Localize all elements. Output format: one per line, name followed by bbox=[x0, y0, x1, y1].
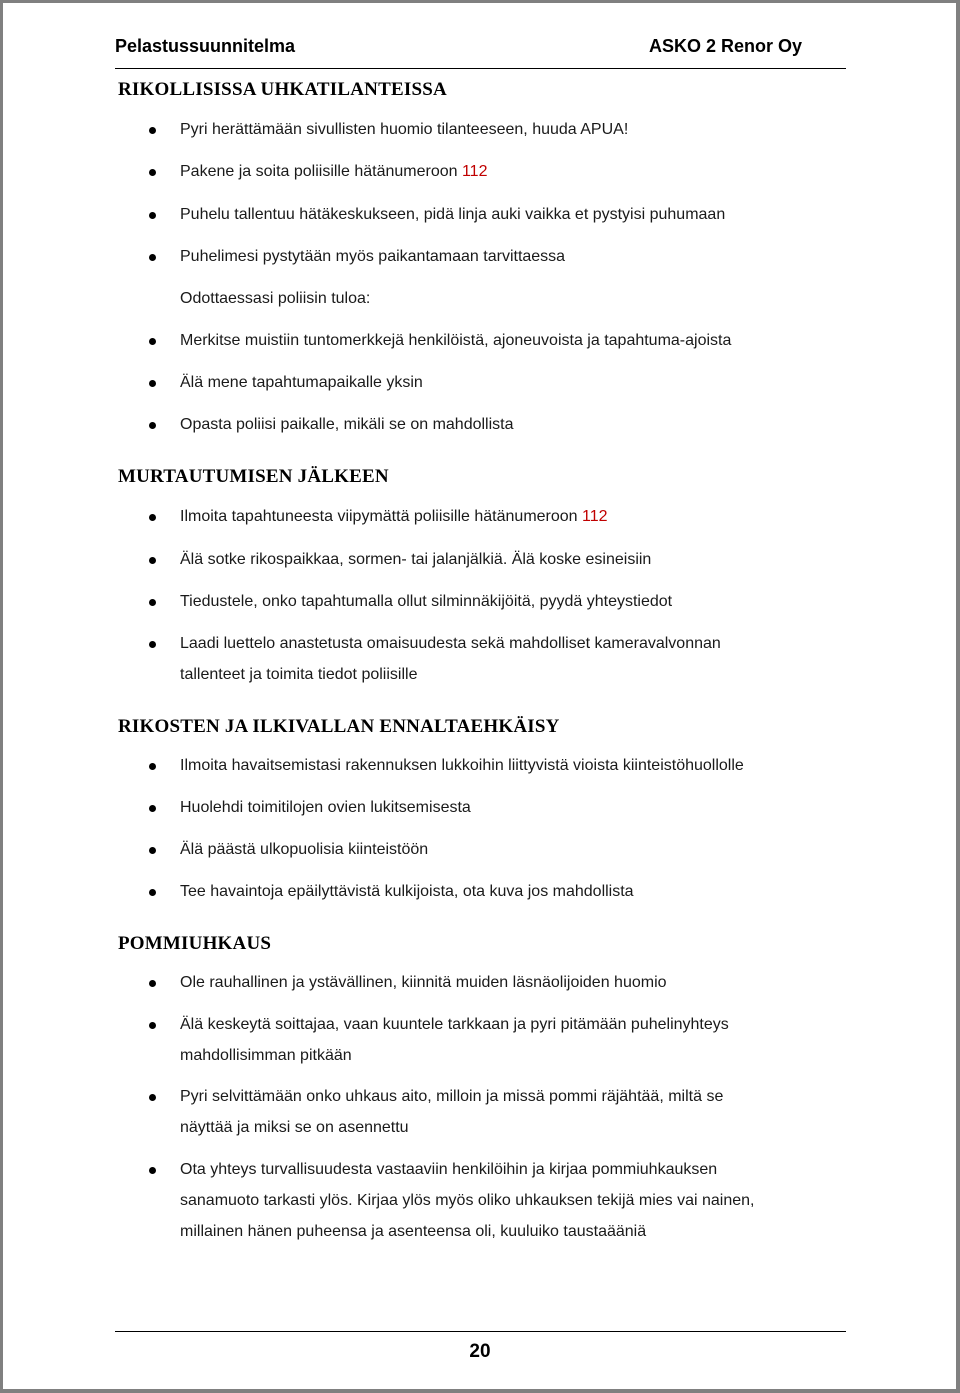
list-item-continuation: näyttää ja miksi se on asennettu bbox=[180, 1119, 409, 1136]
footer-divider bbox=[115, 1331, 846, 1332]
bullet-icon bbox=[149, 254, 156, 261]
page-header bbox=[115, 36, 846, 69]
list-item: Opasta poliisi paikalle, mikäli se on mahdollista bbox=[180, 416, 514, 433]
bullet-icon bbox=[149, 980, 156, 987]
bullet-icon bbox=[149, 599, 156, 606]
bullet-icon bbox=[149, 127, 156, 134]
list-item-continuation: mahdollisimman pitkään bbox=[180, 1047, 352, 1064]
section-heading-after-burglary: MURTAUTUMISEN JÄLKEEN bbox=[118, 466, 389, 487]
bullet-icon bbox=[149, 1167, 156, 1174]
list-item: Huolehdi toimitilojen ovien lukitsemisesta bbox=[180, 799, 471, 816]
bullet-icon bbox=[149, 380, 156, 387]
bullet-icon bbox=[149, 338, 156, 345]
list-item bbox=[180, 501, 820, 532]
bullet-icon bbox=[149, 889, 156, 896]
bullet-icon bbox=[149, 514, 156, 521]
bullet-icon bbox=[149, 169, 156, 176]
list-item-text: Pakene ja soita poliisille hätänumeroon bbox=[180, 163, 458, 180]
list-item: Ilmoita havaitsemistasi rakennuksen lukkoihin liittyvistä vioista kiinteistöhuollolle bbox=[180, 757, 744, 774]
list-item: Älä keskeytä soittajaa, vaan kuuntele tarkkaan ja pyri pitämään puhelinyhteys bbox=[180, 1016, 729, 1033]
list-item: Laadi luettelo anastetusta omaisuudesta sekä mahdolliset kameravalvonnan bbox=[180, 635, 721, 652]
section-heading-bomb-threat: POMMIUHKAUS bbox=[118, 933, 272, 954]
list-item-continuation: sanamuoto tarkasti ylös. Kirjaa ylös myös oliko uhkauksen tekijä mies vai nainen, bbox=[180, 1192, 755, 1209]
emergency-number: 112 bbox=[582, 508, 608, 525]
list-item: Ole rauhallinen ja ystävällinen, kiinnitä muiden läsnäolijoiden huomio bbox=[180, 974, 667, 991]
list-item: Tee havaintoja epäilyttävistä kulkijoista, ota kuva jos mahdollista bbox=[180, 883, 634, 900]
list-item-text: Ilmoita tapahtuneesta viipymättä poliisille hätänumeroon bbox=[180, 508, 578, 525]
page-number: 20 bbox=[469, 1341, 491, 1362]
bullet-icon bbox=[149, 422, 156, 429]
bullet-icon bbox=[149, 212, 156, 219]
list-item: Pyri herättämään sivullisten huomio tilanteeseen, huuda APUA! bbox=[180, 121, 629, 138]
list-item: Merkitse muistiin tuntomerkkejä henkilöistä, ajoneuvoista ja tapahtuma-ajoista bbox=[180, 332, 732, 349]
bullet-icon bbox=[149, 641, 156, 648]
list-item: Puhelu tallentuu hätäkeskukseen, pidä linja auki vaikka et pystyisi puhumaan bbox=[180, 206, 726, 223]
bullet-icon bbox=[149, 1094, 156, 1101]
bullet-icon bbox=[149, 805, 156, 812]
list-subheading: Odottaessasi poliisin tuloa: bbox=[180, 290, 371, 307]
list-item bbox=[180, 156, 820, 187]
list-item: Tiedustele, onko tapahtumalla ollut silminnäkijöitä, pyydä yhteystiedot bbox=[180, 593, 673, 610]
list-item: Ota yhteys turvallisuudesta vastaaviin henkilöihin ja kirjaa pommiuhkauksen bbox=[180, 1161, 718, 1178]
list-item: Puhelimesi pystytään myös paikantamaan tarvittaessa bbox=[180, 248, 566, 265]
bullet-icon bbox=[149, 557, 156, 564]
section-heading-criminal-threats: RIKOLLISISSA UHKATILANTEISSA bbox=[118, 79, 447, 100]
list-item: Älä päästä ulkopuolisia kiinteistöön bbox=[180, 841, 429, 858]
bullet-icon bbox=[149, 763, 156, 770]
list-item: Pyri selvittämään onko uhkaus aito, milloin ja missä pommi räjähtää, miltä se bbox=[180, 1088, 724, 1105]
header-company-name: ASKO 2 Renor Oy bbox=[648, 36, 802, 56]
bullet-icon bbox=[149, 847, 156, 854]
list-item-continuation: tallenteet ja toimita tiedot poliisille bbox=[180, 666, 418, 683]
section-heading-crime-prevention: RIKOSTEN JA ILKIVALLAN ENNALTAEHKÄISY bbox=[118, 716, 560, 737]
list-item: Älä mene tapahtumapaikalle yksin bbox=[180, 374, 423, 391]
header-document-title: Pelastussuunnitelma bbox=[115, 36, 296, 56]
bullet-icon bbox=[149, 1022, 156, 1029]
list-item-continuation: millainen hänen puheensa ja asenteensa oli, kuuluiko taustaääniä bbox=[180, 1223, 647, 1240]
list-item: Älä sotke rikospaikkaa, sormen- tai jalanjälkiä. Älä koske esineisiin bbox=[180, 551, 652, 568]
emergency-number: 112 bbox=[461, 163, 488, 180]
